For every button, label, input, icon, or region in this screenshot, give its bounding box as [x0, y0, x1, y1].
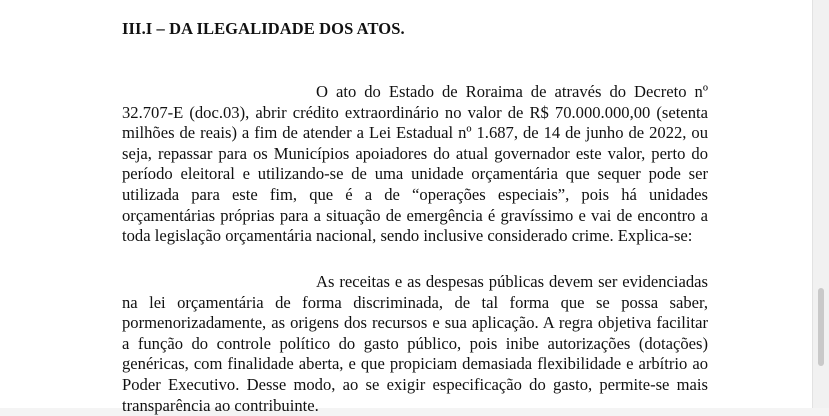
paragraph-budget-rules: As receitas e as despesas públicas devem ser evidenciadas na lei orçamentária de forma discriminada, de tal forma que se possa saber, pormenorizadamente, as origens dos recursos e sua aplicação. A regra objetiva facilitar a função do controle político do gasto público, pois inibe autorizações (dotações) genéricas, com finalidade aberta, e que propiciam demasiada flexibilidade e arbítrio ao Poder Executivo. Desse modo, ao se exigir especificação do gasto, permite-se mais transparência ao contribuinte.: [122, 272, 708, 415]
section-heading: III.I – DA ILEGALIDADE DOS ATOS.: [122, 19, 405, 38]
vertical-scrollbar[interactable]: [812, 0, 829, 408]
scrollbar-thumb[interactable]: [818, 288, 824, 366]
paragraph-decree: O ato do Estado de Roraima de através do Decreto nº 32.707-E (doc.03), abrir crédito extraordinário no valor de R$ 70.000.000,00 (setenta milhões de reais) a fim de atender a Lei Estadual nº 1.687, de 14 de junho de 2022, ou seja, repassar para os Municípios apoiadores do atual governador este valor, perto do período eleitoral e utilizando-se de uma unidade orçamentária que sequer pode ser utilizada para este fim, que é a de “operações especiais”, pois há unidades orçamentárias próprias para a situação de emergência é gravíssimo e vai de encontro a toda legislação orçamentária nacional, sendo inclusive considerado crime. Explica-se:: [122, 82, 708, 246]
